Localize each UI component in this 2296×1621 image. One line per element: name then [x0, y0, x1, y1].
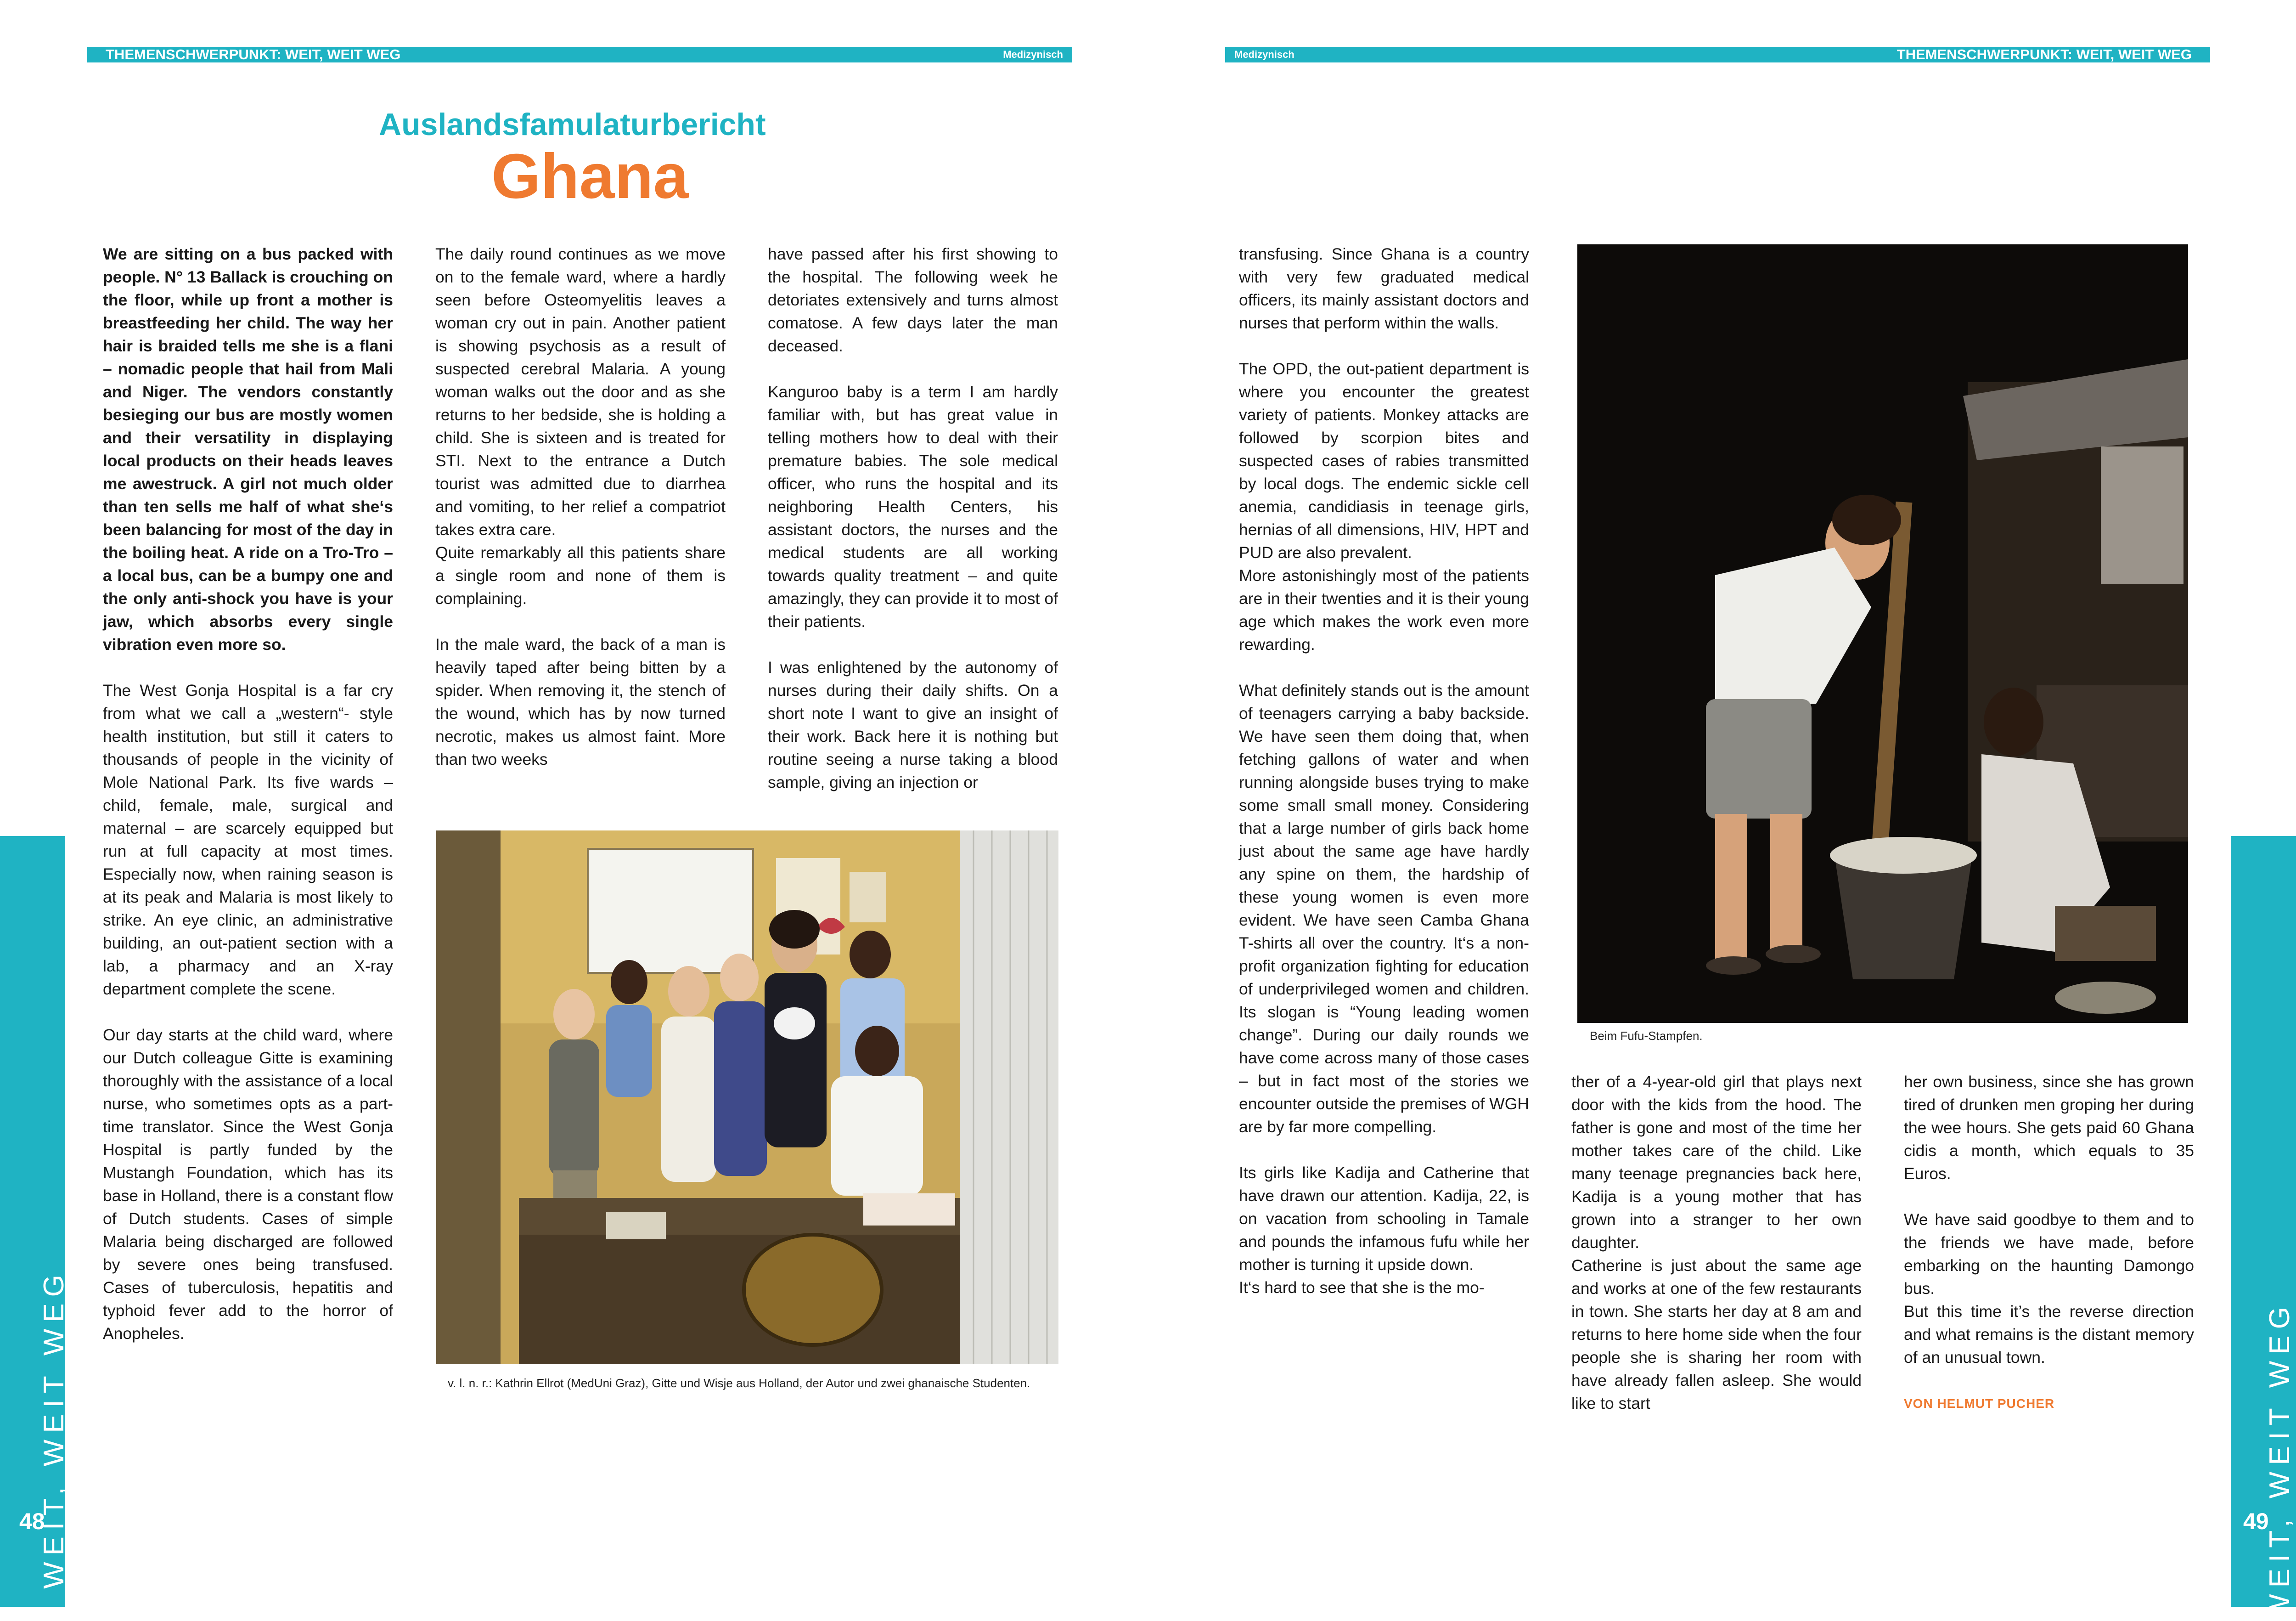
right-col3-p2b: But this time it’s the reverse direction and what remains is the distant memory of an unusual town.: [1904, 1302, 2194, 1367]
author-byline: VON HELMUT PUCHER: [1904, 1396, 2055, 1411]
fufu-photo-image: [1577, 244, 2188, 1023]
left-sidebar-text: WEIT, WEIT WEG: [38, 1268, 70, 1589]
left-col2-p1: The daily round continues as we move on to the female ward, where a hardly seen before Osteomyelitis leaves a woman cry out in pain. Another patient is showing psychosis as a result of suspected cerebral Malaria. A young woman walks out the door and as she returns to her bedside, she is holding a child. She is sixteen and is treated for STI. Next to the entrance a Dutch tourist was admitted due to diarrhea and vomiting, to her relief a compatriot takes extra care.: [435, 245, 726, 539]
article-title: Ghana: [491, 141, 689, 212]
left-column-3: [768, 243, 1058, 794]
fufu-photo: [1577, 244, 2188, 1023]
left-page-number: 48: [19, 1508, 45, 1534]
right-col1-p2b: More astonishingly most of the patients are in their twenties and it is their young age which makes the work even more rewarding.: [1239, 566, 1529, 654]
right-sidebar-text: WEIT, WEIT WEG: [2264, 1300, 2296, 1621]
fufu-photo-caption: Beim Fufu-Stampfen.: [1590, 1029, 1703, 1043]
right-col1-p1: transfusing. Since Ghana is a country with very few graduated medical officers, its mainly assistant doctors and nurses that perform within the walls.: [1239, 245, 1529, 332]
right-col2-p1: ther of a 4-year-old girl that plays next door with the kids from the hood. The father is gone and most of the time her mother takes care of the child. Like many teenage pregnancies back here, Kadija is a young mother that has grown into a stranger to her own daughter.: [1571, 1073, 1862, 1252]
right-page-number: 49: [2243, 1508, 2269, 1534]
left-col1-lead: We are sitting on a bus packed with people. N° 13 Ballack is crouching on the floor, while up front a mother is breastfeeding her child. The way her hair is braided tells me she is a flani – nomadic people that hail from Mali and Niger. The vendors constantly besieging our bus are mostly women and their versatility in displaying local products on their heads leaves me awestruck. A girl not much older than ten sells me half of what she‘s been balancing for most of the day in the boiling heat. A ride on a Tro-Tro – a local bus, can be a bumpy one and the only anti-shock you have is your jaw, which absorbs every single vibration even more so.: [103, 245, 393, 654]
left-header-category: Medizynisch: [1003, 49, 1063, 60]
group-photo: [436, 830, 1058, 1364]
right-col3-p1: her own business, since she has grown tired of drunken men groping her during the wee hours. She gets paid 60 Ghana cidis a month, which equals to 35 Euros.: [1904, 1073, 2194, 1183]
left-col3-p1: have passed after his first showing to the hospital. The following week he detoriates extensively and turns almost comatose. A few days later the man deceased.: [768, 245, 1058, 355]
group-photo-image: [436, 830, 1058, 1364]
right-header-section: THEMENSCHWERPUNKT: WEIT, WEIT WEG: [1896, 46, 2192, 62]
right-col1-p2: The OPD, the out-patient department is where you encounter the greatest variety of patients. Monkey attacks are followed by scorpion bites and suspected cases of rabies transmitted by local dogs. The endemic sickle cell anemia, candidiasis in teenage girls, hernias of all dimensions, HIV, HPT and PUD are also prevalent.: [1239, 360, 1529, 562]
right-col1-p4b: It‘s hard to see that she is the mo-: [1239, 1278, 1485, 1297]
left-header-bar: [87, 47, 1072, 62]
right-header-bar: [1225, 47, 2210, 62]
right-col2-p1b: Catherine is just about the same age and works at one of the few restaurants in town. She starts her day at 8 am and returns to here home side when the four people she is sharing her room with have already fallen asleep. She would like to start: [1571, 1256, 1862, 1412]
left-col1-p2: The West Gonja Hospital is a far cry from what we call a „western“- style health institution, but still it caters to thousands of people in the vicinity of Mole National Park. Its five wards – child, female, male, surgical and maternal – are scarcely equipped but run at full capacity at most times. Especially now, when raining season is at its peak and Malaria is most likely to strike. An eye clinic, an administrative building, an out-patient section with a lab, a pharmacy and an X-ray department complete the scene.: [103, 681, 393, 998]
right-column-2: [1571, 1070, 1862, 1415]
left-col3-p2: Kanguroo baby is a term I am hardly familiar with, but has great value in telling mothers how to deal with their premature babies. The sole medical officer, who runs the hospital and its neighboring Health Centers, his assistant doctors, the nurses and the medical students are all working towards quality treatment – and quite amazingly, they can provide it to most of their patients.: [768, 383, 1058, 631]
right-column-3: [1904, 1070, 2194, 1369]
left-column-2: [435, 243, 726, 771]
left-column-1: [103, 243, 393, 1345]
right-col3-p2: We have said goodbye to them and to the friends we have made, before embarking on the haunting Damongo bus.: [1904, 1210, 2194, 1298]
right-col1-p4: Its girls like Kadija and Catherine that have drawn our attention. Kadija, 22, is on vacation from schooling in Tamale and pounds the infamous fufu while her mother is turning it upside down.: [1239, 1164, 1529, 1274]
right-header-category: Medizynisch: [1234, 49, 1294, 60]
left-col1-p3: Our day starts at the child ward, where our Dutch colleague Gitte is examining thoroughly with the assistance of a local nurse, who sometimes opts as a part-time translator. Since the West Gonja Hospital is partly funded by the Mustangh Foundation, which has its base in Holland, there is a constant flow of Dutch students. Cases of simple Malaria being discharged are followed by severe ones being transfused. Cases of tuberculosis, hepatitis and typhoid fever add to the horror of Anopheles.: [103, 1026, 393, 1343]
left-col2-p1b: Quite remarkably all this patients share a single room and none of them is complaining.: [435, 543, 726, 608]
article-kicker: Auslandsfamulaturbericht: [379, 107, 766, 142]
left-col2-p2: In the male ward, the back of a man is heavily taped after being bitten by a spider. When removing it, the stench of the wound, which has by now turned necrotic, makes us almost faint. More than two weeks: [435, 635, 726, 768]
left-header-section: THEMENSCHWERPUNKT: WEIT, WEIT WEG: [106, 46, 401, 62]
group-photo-caption: v. l. n. r.: Kathrin Ellrot (MedUni Graz), Gitte und Wisje aus Holland, der Autor und zwei ghanaische Studenten.: [448, 1376, 1030, 1390]
left-col3-p3: I was enlightened by the autonomy of nurses during their daily shifts. On a short note I want to give an insight of their work. Back here it is nothing but routine seeing a nurse taking a blood sample, giving an injection or: [768, 658, 1058, 791]
right-column-1: [1239, 243, 1529, 1299]
right-col1-p3: What definitely stands out is the amount of teenagers carrying a baby backside. We have seen them doing that, when fetching gallons of water and when running alongside buses trying to make some small small money. Considering that a large number of girls back home just about the same age have hardly any spine on them, the hardship of these young women is even more evident. We have seen Camba Ghana T-shirts all over the country. It‘s a non-profit organization fighting for education of underprivileged women and children. Its slogan is “Young leading women change”. During our daily rounds we have come across many of those cases – but in fact most of the stories we encounter outside the premises of WGH are by far more compelling.: [1239, 681, 1529, 1136]
